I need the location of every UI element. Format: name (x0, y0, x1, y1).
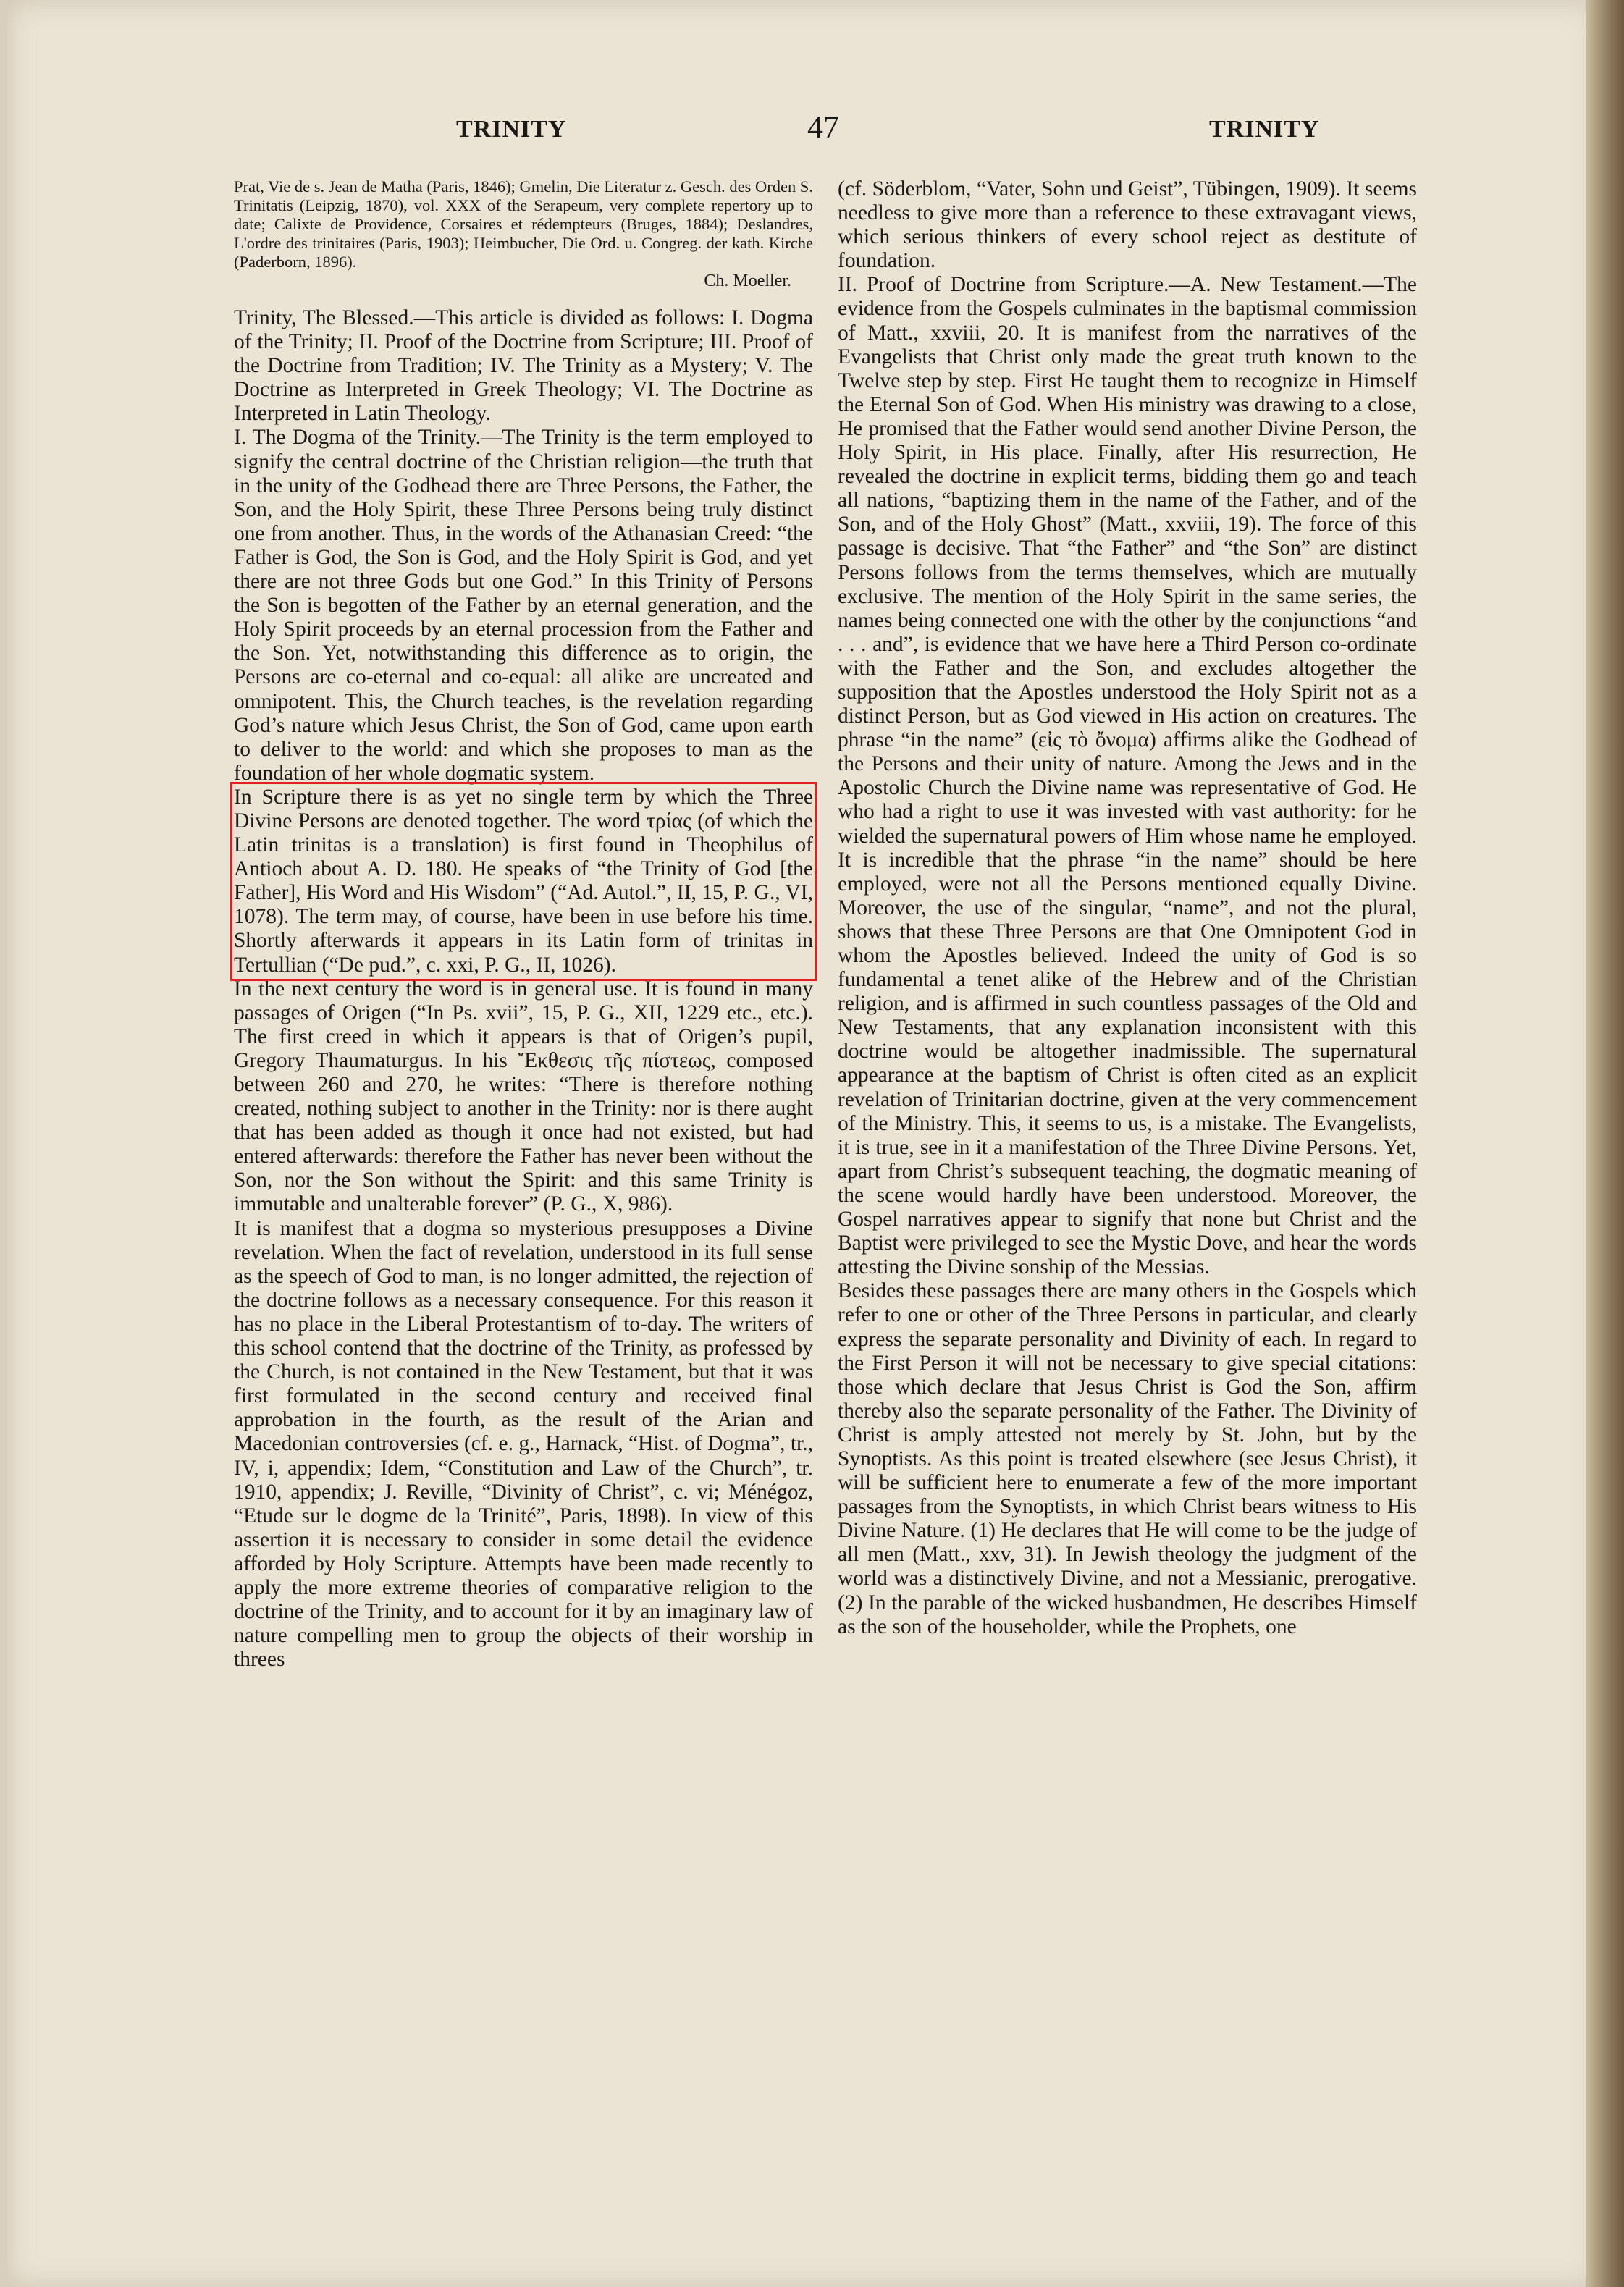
right-column (838, 177, 1417, 1639)
header-title-right: TRINITY (1209, 116, 1320, 143)
book-page (7, 0, 1600, 2287)
book-spine-edge (1586, 0, 1624, 2287)
header-title-left: TRINITY (456, 116, 567, 143)
paragraph-besides: Besides these passages there are many others in the Gospels which refer to one or other of the Three Persons in particular, and clearly express the separate personality and Divinity of each. In regard to the First Person it will not be necessary to give special citations: those which declare that Jesus Christ is God the Son, affirm thereby also the separate personality of the Father. The Divinity of Christ is amply attested not merely by St. John, but by the Synoptists. As this point is treated elsewhere (see Jesus Christ), it will be sufficient here to enumerate a few of the more important passages from the Synoptists, in which Christ bears witness to His Divine Nature. (1) He declares that He will come to be the judge of all men (Matt., xxv, 31). In Jewish theology the judgment of the world was a distinctively Divine, and not a Messianic, prerogative. (2) In the parable of the wicked husbandmen, He describes Himself as the son of the householder, while the Prophets, one (838, 1279, 1417, 1638)
section-dogma: I. The Dogma of the Trinity.—The Trinity is the term employed to signify the central doctrine of the Christian religion—the truth that in the unity of the Godhead there are Three Persons, the Father, the Son, and the Holy Spirit, these Three Persons being truly distinct one from another. Thus, in the words of the Athanasian Creed: “the Father is God, the Son is God, and the Holy Spirit is God, and yet there are not three Gods but one God.” In this Trinity of Persons the Son is begotten of the Father by an eternal generation, and the Holy Spirit proceeds by an eternal procession from the Father and the Son. Yet, notwithstanding this difference as to origin, the Persons are co-eternal and co-equal: all alike are uncreated and omnipotent. This, the Church teaches, is the revelation regarding God’s nature which Jesus Christ, the Son of God, came upon earth to deliver to the world: and which she proposes to man as the foundation of her whole dogmatic system. (234, 426, 813, 785)
author-signature: Ch. Moeller. (704, 271, 791, 290)
bibliography: Prat, Vie de s. Jean de Matha (Paris, 1846); Gmelin, Die Literatur z. Gesch. des Orden S. Trinitatis (Leipzig, 1870), vol. XXX of the Serapeum, very complete repertory up to date; Calixte de Providence, Corsaires et rédempteurs (Bruges, 1884); Deslandres, L'ordre des trinitaires (Paris, 1903); Heimbucher, Die Ord. u. Congreg. der kath. Kirche (Paderborn, 1896). (234, 177, 813, 271)
running-header (224, 109, 1397, 152)
paragraph-origen: In the next century the word is in general use. It is found in many passages of Origen (“In Ps. xvii”, 15, P. G., XII, 1229 etc., etc.). The first creed in which it appears is that of Origen’s pupil, Gregory Thaumaturgus. In his Ἔκθεσις τῆς πίστεως, composed between 260 and 270, he writes: “There is therefore nothing created, nothing subject to another in the Trinity: nor is there aught that has been added as though it once had not existed, but had entered afterwards: therefore the Father has never been without the Son, nor the Son without the Spirit: and this same Trinity is immutable and unalterable forever” (P. G., X, 986). (234, 977, 813, 1216)
paragraph-continued: (cf. Söderblom, “Vater, Sohn und Geist”, Tübingen, 1909). It seems needless to give more than a reference to these extravagant views, which serious thinkers of every school reject as destitute of foundation. (838, 177, 1417, 273)
section-proof-scripture: II. Proof of Doctrine from Scripture.—A. New Testament.—The evidence from the Gospels culminates in the baptismal commission of Matt., xxviii, 20. It is manifest from the narratives of the Evangelists that Christ only made the great truth known to the Twelve step by step. First He taught them to recognize in Himself the Eternal Son of God. When His ministry was drawing to a close, He promised that the Father would send another Divine Person, the Holy Spirit, in His place. Finally, after His resurrection, He revealed the doctrine in explicit terms, bidding them go and teach all nations, “baptizing them in the name of the Father, and of the Son, and of the Holy Ghost” (Matt., xxviii, 19). The force of this passage is decisive. That “the Father” and “the Son” are distinct Persons follows from the terms themselves, which are mutually exclusive. The mention of the Holy Spirit in the same series, the names being connected one with the other by the conjunctions “and . . . and”, is evidence that we have here a Third Person co-ordinate with the Father and the Son, and excludes altogether the supposition that the Apostles understood the Holy Spirit not as a distinct Person, but as God viewed in His action on creatures. The phrase “in the name” (εἰς τὸ ὄνομα) affirms alike the Godhead of the Persons and their unity of nature. Among the Jews and in the Apostolic Church the Divine name was representative of God. He who had a right to use it was invested with vast authority: for he wielded the supernatural powers of Him whose name he employed. It is incredible that the phrase “in the name” should be here employed, were not all the Persons mentioned equally Divine. Moreover, the use of the singular, “name”, and not the plural, shows that these Three Persons are that One Omnipotent God in whom the Apostles believed. Indeed the unity of God is so fundamental a tenet alike of the Hebrew and of the Christian religion, and is affirmed in such countless passages of the Old and New Testaments, that any explanation inconsistent with this doctrine would be altogether inadmissible. The supernatural appearance at the baptism of Christ is often cited as an explicit revelation of Trinitarian doctrine, given at the very commencement of the Ministry. This, it seems to us, is a mistake. The Evangelists, it is true, see in it a manifestation of the Three Divine Persons. Yet, apart from Christ’s subsequent teaching, the dogmatic meaning of the scene would hardly have been understood. Moreover, the Gospel narratives appear to signify that none but Christ and the Baptist were privileged to see the Mystic Dove, and hear the words attesting the Divine sonship of the Messias. (838, 273, 1417, 1279)
article-intro: Trinity, The Blessed.—This article is divided as follows: I. Dogma of the Trinity; II. Proof of the Doctrine from Scripture; III. Proof of the Doctrine from Tradition; IV. The Trinity as a Mystery; V. The Doctrine as Interpreted in Greek Theology; VI. The Doctrine as Interpreted in Latin Theology. (234, 306, 813, 426)
highlighted-passage: In Scripture there is as yet no single term by which the Three Divine Persons are denoted together. The word τρίας (of which the Latin trinitas is a translation) is first found in Theophilus of Antioch about A. D. 180. He speaks of “the Trinity of God [the Father], His Word and His Wisdom” (“Ad. Autol.”, II, 15, P. G., VI, 1078). The term may, of course, have been in use before his time. Shortly afterwards it appears in its Latin form of trinitas in Tertullian (“De pud.”, c. xxi, P. G., II, 1026). (234, 785, 813, 977)
page-number: 47 (807, 109, 839, 145)
paragraph-manifest: It is manifest that a dogma so mysterious presupposes a Divine revelation. When the fact of revelation, understood in its full sense as the speech of God to man, is no longer admitted, the rejection of the doctrine follows as a necessary consequence. For this reason it has no place in the Liberal Protestantism of to-day. The writers of this school contend that the doctrine of the Trinity, as professed by the Church, is not contained in the New Testament, but that it was first formulated in the second century and received final approbation in the fourth, as the result of the Arian and Macedonian controversies (cf. e. g., Harnack, “Hist. of Dogma”, tr., IV, i, appendix; Idem, “Constitution and Law of the Church”, tr. 1910, appendix; J. Reville, “Divinity of Christ”, c. vi; Ménégoz, “Etude sur le dogme de la Trinité”, Paris, 1898). In view of this assertion it is necessary to consider in some detail the evidence afforded by Holy Scripture. Attempts have been made recently to apply the more extreme theories of comparative religion to the doctrine of the Trinity, and to account for it by an imaginary law of nature compelling men to group the objects of their worship in threes (234, 1216, 813, 1672)
left-column (234, 177, 813, 1672)
